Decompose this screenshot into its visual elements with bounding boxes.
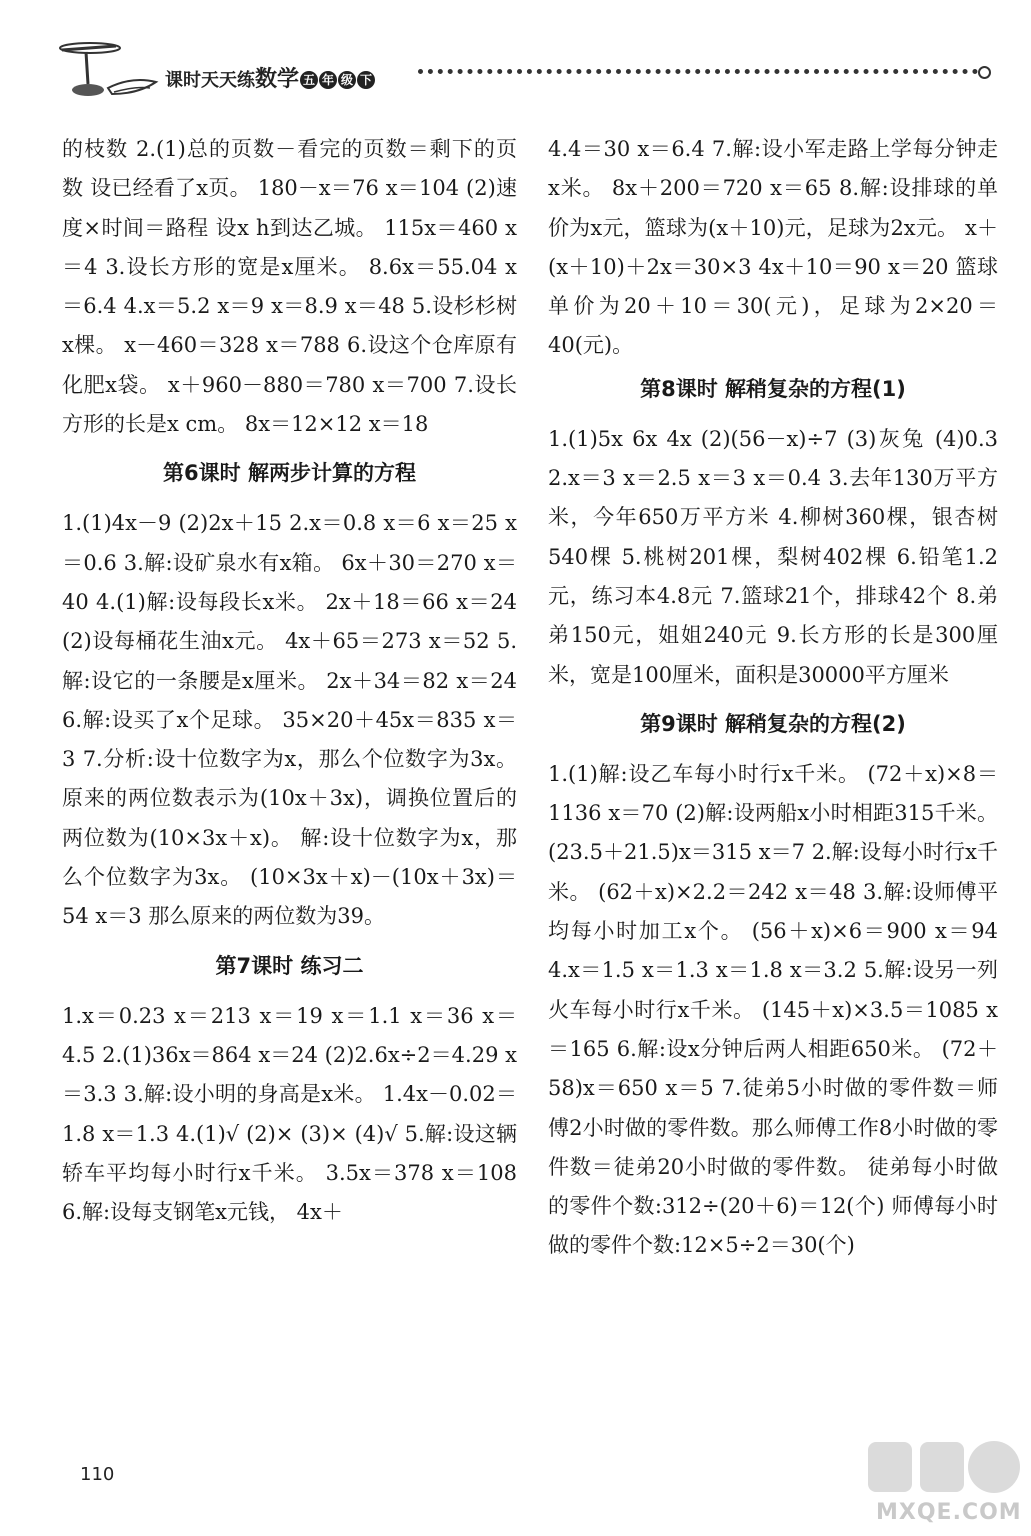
grade-badge-2: 年 bbox=[319, 71, 337, 89]
series-name: 课时天天练 bbox=[165, 70, 255, 91]
header-dotted-rule bbox=[418, 69, 978, 74]
lesson-6-heading: 第6课时 解两步计算的方程 bbox=[163, 461, 416, 486]
answer-paragraph-lesson-6: 1.(1)4x－9 (2)2x＋15 2.x＝0.8 x＝6 x＝25 x＝0.6 3.解:设矿泉水有x箱。 6x＋30＝270 x＝40 4.(1)解:设每段长x米。 2x＋18＝66 x＝24 (2)设每桶花生油x元。 4x＋65＝273 x＝52 5.解:设它的一条腰是x厘米。 2x＋34＝82 x＝24 6.解:设买了x个足球。 35×20＋45x＝835 x＝3 7.分析:设十位数字为x，那么个位数字为3x。原来的两位数表示为(10x＋3x)，调换位置后的两位数为(10×3x＋x)。 解:设十位数字为x，那么个位数字为3x。 (10×3x＋x)－(10x＋3x)＝54 x＝3 那么原来的两位数为39。 bbox=[62, 511, 517, 929]
grade-badge-3: 级 bbox=[338, 71, 356, 89]
watermark-logo bbox=[858, 1434, 1028, 1534]
lesson-9-heading: 第9课时 解稍复杂的方程(2) bbox=[640, 711, 906, 736]
lamp-logo-icon bbox=[52, 38, 162, 106]
left-column bbox=[62, 130, 517, 1232]
grade-badge-4: 下 bbox=[357, 71, 375, 89]
answer-paragraph-lesson-5-continued: 的枝数 2.(1)总的页数－看完的页数＝剩下的页数 设已经看了x页。 180－x＝76 x＝104 (2)速度×时间＝路程 设x h到达乙城。 115x＝460 x＝4 3.设长方形的宽是x厘米。 8.6x＝55.04 x＝6.4 4.x＝5.2 x＝9 x＝8.9 x＝48 5.设杉杉树x棵。 x－460＝328 x＝788 6.设这个仓库原有化肥x袋。 x＋960－880＝780 x＝700 7.设长方形的长是x cm。 8x＝12×12 x＝18 bbox=[62, 137, 517, 437]
header-rule-end-icon bbox=[978, 66, 991, 79]
answer-paragraph-lesson-7-continued: 4.4＝30 x＝6.4 7.解:设小军走路上学每分钟走x米。 8x＋200＝720 x＝65 8.解:设排球的单价为x元，篮球为(x＋10)元，足球为2x元。 x＋(x＋10)＋2x＝30×3 4x＋10＝90 x＝20 篮球单价为20＋10＝30(元)，足球为2×20＝40(元)。 bbox=[548, 137, 998, 358]
lesson-7-heading: 第7课时 练习二 bbox=[215, 953, 364, 978]
watermark-text: MXQE.COM bbox=[876, 1500, 1022, 1525]
answer-paragraph-lesson-7: 1.x＝0.23 x＝213 x＝19 x＝1.1 x＝36 x＝4.5 2.(1)36x＝864 x＝24 (2)2.6x÷2＝4.29 x＝3.3 3.解:设小明的身高是x米。 1.4x－0.02＝1.8 x＝1.3 4.(1)√ (2)× (3)× (4)√ 5.解:设这辆轿车平均每小时行x千米。 3.5x＝378 x＝108 6.解:设每支钢笔x元钱， 4x＋ bbox=[62, 1003, 517, 1225]
subject-name: 数学 bbox=[255, 67, 300, 92]
watermark-stamp-icon bbox=[858, 1434, 1028, 1504]
answer-paragraph-lesson-9: 1.(1)解:设乙车每小时行x千米。 (72＋x)×8＝1136 x＝70 (2)解:设两船x小时相距315千米。 (23.5＋21.5)x＝315 x＝7 2.解:设每小时行x千米。 (62＋x)×2.2＝242 x＝48 3.解:设师傅平均每小时加工x个。 (56＋x)×6＝900 x＝94 4.x＝1.5 x＝1.3 x＝1.8 x＝3.2 5.解:设另一列火车每小时行x千米。 (145＋x)×3.5＝1085 x＝165 6.解:设x分钟后两人相距650米。 (72＋58)x＝650 x＝5 7.徒弟5小时做的零件数＝师傅2小时做的零件数。那么师傅工作8小时做的零件数＝徒弟20小时做的零件数。 徒弟每小时做的零件个数:312÷(20＋6)＝12(个) 师傅每小时做的零件个数:12×5÷2＝30(个) bbox=[548, 761, 998, 1258]
page-number: 110 bbox=[80, 1464, 115, 1485]
page-header bbox=[0, 0, 1031, 110]
lesson-8-heading: 第8课时 解稍复杂的方程(1) bbox=[640, 376, 906, 401]
right-column bbox=[548, 130, 998, 1266]
answer-paragraph-lesson-8: 1.(1)5x 6x 4x (2)(56－x)÷7 (3)灰兔 (4)0.3 2.x＝3 x＝2.5 x＝3 x＝0.4 3.去年130万平方米，今年650万平方米 4.柳树360棵，银杏树540棵 5.桃树201棵，梨树402棵 6.铅笔1.2元，练习本4.8元 7.篮球21个，排球42个 8.弟弟150元，姐姐240元 9.长方形的长是300厘米，宽是100厘米，面积是30000平方厘米 bbox=[548, 426, 998, 687]
grade-badge-1: 五 bbox=[300, 71, 318, 89]
book-series-title bbox=[165, 62, 375, 93]
